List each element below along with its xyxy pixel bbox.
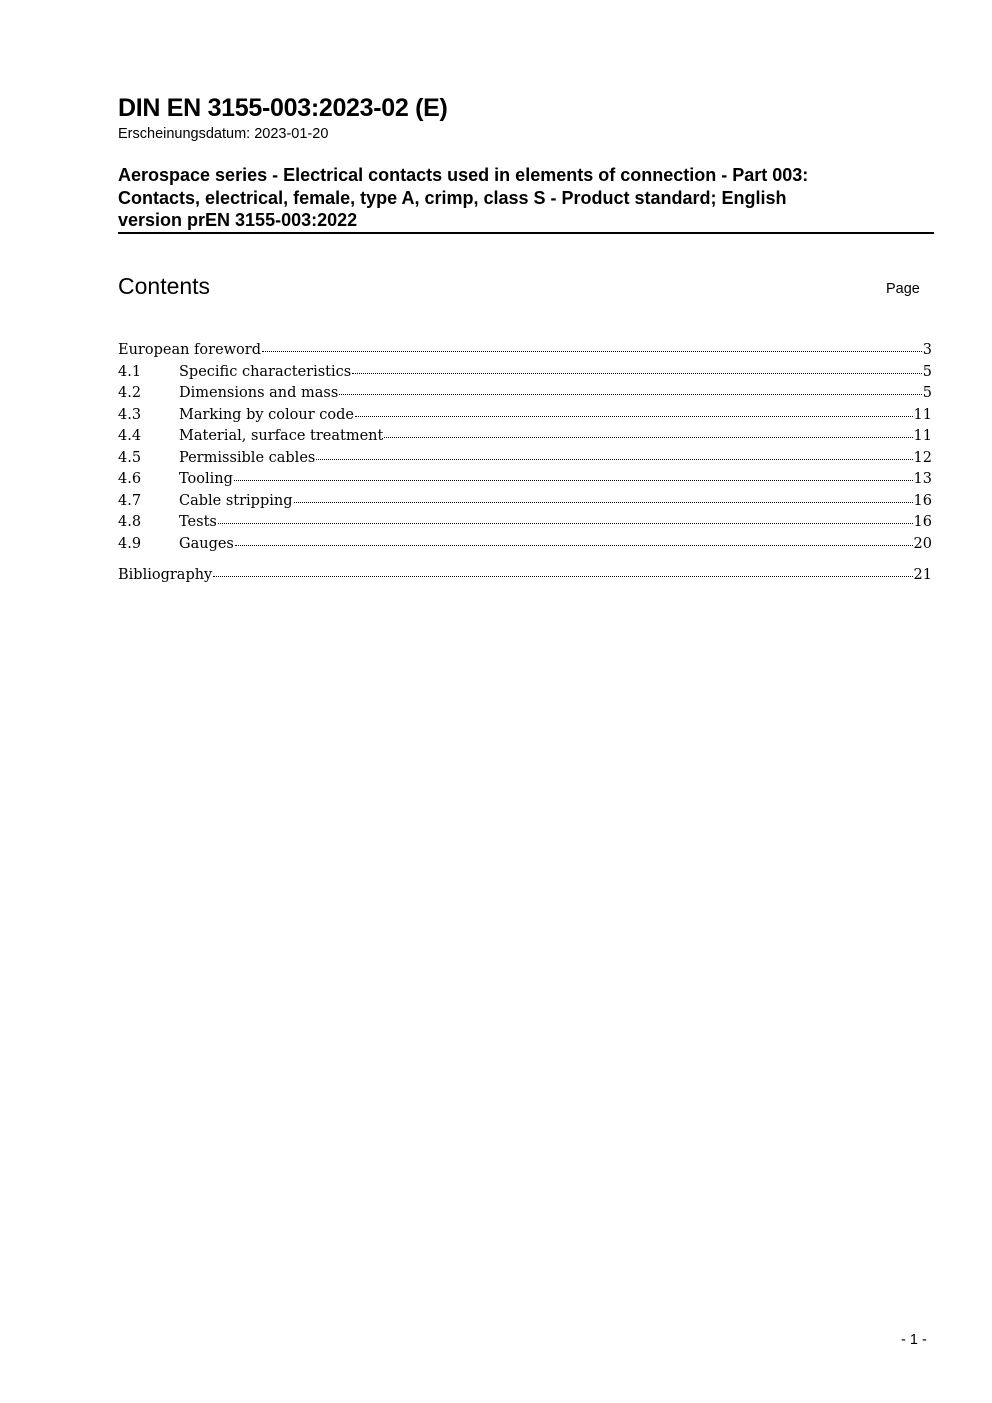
- toc-entry-label: Gauges: [179, 535, 234, 552]
- page-column-heading: Page: [886, 281, 920, 297]
- toc-entry-number: 4.2: [118, 385, 142, 401]
- toc-leader-dots: [339, 388, 921, 395]
- toc-leader-dots: [355, 410, 913, 417]
- title-line: Aerospace series - Electrical contacts used in elements of connection - Part 003:: [118, 165, 809, 185]
- toc-entry-number: 4.3: [118, 406, 142, 423]
- toc-entry-label: Tooling: [179, 471, 233, 487]
- publication-date: Erscheinungsdatum: 2023-01-20: [118, 126, 329, 142]
- toc-leader-dots: [294, 496, 913, 503]
- toc-entry-label: Marking by colour code: [179, 406, 354, 423]
- toc-entry-bibliography[interactable]: [118, 565, 932, 587]
- toc-leader-dots: [213, 570, 912, 577]
- toc-entry-number: 4.9: [118, 535, 142, 552]
- toc-entry-number: 4.4: [118, 428, 142, 444]
- toc-entry-label: Bibliography: [118, 567, 213, 583]
- toc-leader-dots: [218, 517, 913, 524]
- toc-entry-european-foreword[interactable]: [118, 340, 932, 362]
- toc-entry-label: Specific characteristics: [179, 363, 352, 380]
- toc-entry-4-8[interactable]: [118, 512, 932, 534]
- toc-entry-4-2[interactable]: [118, 383, 932, 405]
- toc-entry-4-1[interactable]: [118, 362, 932, 384]
- contents-heading: Contents: [118, 273, 211, 299]
- toc-leader-dots: [262, 345, 922, 352]
- toc-entry-label: Material, surface treatment: [179, 428, 384, 444]
- toc-entry-page: 3: [922, 342, 932, 358]
- toc-entry-page: 5: [922, 385, 932, 401]
- toc-entry-label: Tests: [179, 514, 217, 530]
- toc-leader-dots: [384, 431, 912, 438]
- toc-entry-label: Permissible cables: [179, 449, 316, 466]
- toc-entry-page: 11: [913, 428, 932, 444]
- toc-entry-page: 11: [913, 406, 932, 423]
- toc-leader-dots: [316, 453, 912, 460]
- toc-entry-label: Cable stripping: [179, 492, 293, 509]
- title-divider: [118, 232, 934, 234]
- toc-leader-dots: [235, 539, 913, 546]
- toc-entry-page: 5: [922, 363, 932, 380]
- toc-entry-4-9[interactable]: [118, 534, 932, 556]
- toc-entry-4-6[interactable]: [118, 469, 932, 491]
- toc-entry-page: 16: [913, 514, 932, 530]
- title-line: version prEN 3155-003:2022: [118, 210, 358, 230]
- toc-entry-number: 4.5: [118, 449, 142, 466]
- document-id: DIN EN 3155-003:2023-02 (E): [118, 94, 448, 122]
- page-number: - 1 -: [901, 1332, 927, 1348]
- toc-entry-number: 4.6: [118, 471, 142, 487]
- table-of-contents: [118, 340, 932, 587]
- toc-entry-page: 20: [913, 535, 932, 552]
- toc-entry-page: 12: [913, 449, 932, 466]
- document-title: [118, 164, 898, 232]
- title-line: Contacts, electrical, female, type A, crimp, class S - Product standard; English: [118, 187, 787, 208]
- toc-entry-page: 16: [913, 492, 932, 509]
- toc-entry-label: Dimensions and mass: [179, 385, 339, 401]
- toc-entry-number: 4.8: [118, 514, 142, 530]
- toc-entry-4-5[interactable]: [118, 448, 932, 470]
- toc-entry-label: European foreword: [118, 342, 262, 358]
- toc-entry-number: 4.1: [118, 363, 142, 380]
- toc-entry-page: 13: [913, 471, 932, 487]
- toc-entry-4-7[interactable]: [118, 491, 932, 513]
- toc-leader-dots: [234, 474, 913, 481]
- toc-entry-4-3[interactable]: [118, 405, 932, 427]
- toc-leader-dots: [352, 367, 922, 374]
- toc-entry-4-4[interactable]: [118, 426, 932, 448]
- toc-entry-number: 4.7: [118, 492, 142, 509]
- toc-entry-page: 21: [913, 567, 932, 583]
